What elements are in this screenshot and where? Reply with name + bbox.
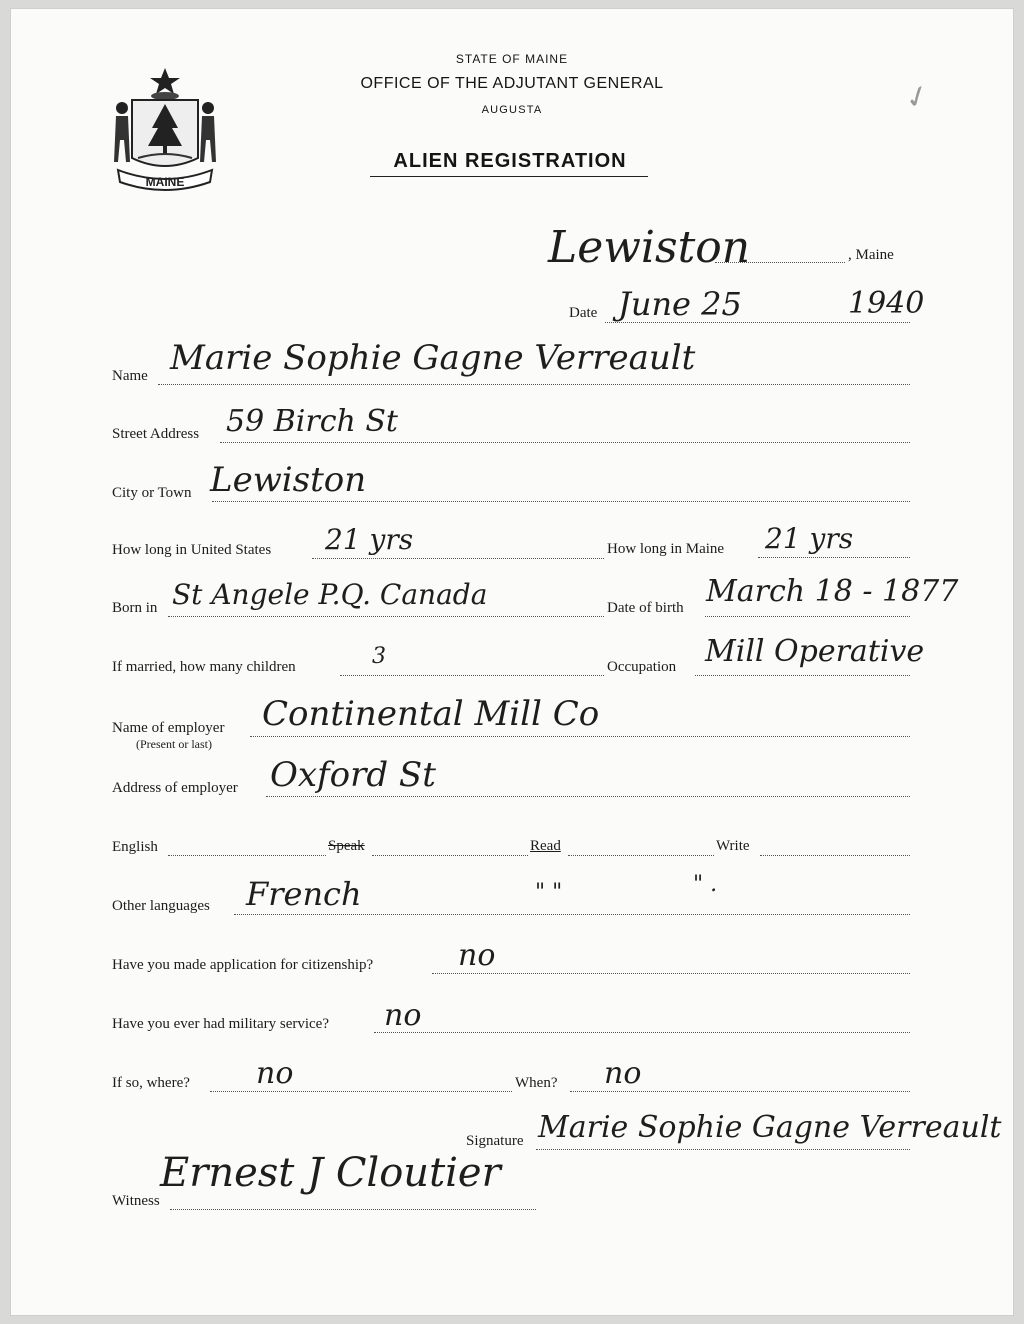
how-long-us-label: How long in United States [112,542,272,558]
english-dots-3 [568,855,714,856]
date-of-birth-label: Date of birth [607,600,684,616]
witness-dots [170,1209,536,1210]
maine-state-seal-icon [112,66,218,194]
check-mark-icon: ✓ [900,77,936,118]
when-dots [570,1091,910,1092]
when-handwritten: no [604,1056,642,1091]
employer-name-label: Name of employer [112,720,225,736]
place-handwritten: Lewiston [548,222,751,273]
office-heading: OFFICE OF THE ADJUTANT GENERAL [360,75,664,92]
date-of-birth-dots [705,616,910,617]
military-dots [374,1032,910,1033]
citizenship-dots [432,973,910,974]
street-address-label: Street Address [112,426,200,442]
witness-handwritten: Ernest J Cloutier [160,1150,501,1196]
born-in-dots [168,616,604,617]
maine-suffix: , Maine [848,247,894,263]
born-in-handwritten: St Angele P.Q. Canada [172,578,488,611]
year-handwritten: 1940 [848,286,925,321]
when-label: When? [515,1075,558,1091]
name-dots [158,384,910,385]
where-label: If so, where? [112,1075,190,1091]
other-languages-dots [234,914,910,915]
date-dots [605,322,910,323]
other-languages-label: Other languages [112,898,210,914]
how-long-us-handwritten: 21 yrs [325,523,414,556]
military-label: Have you ever had military service? [112,1016,329,1032]
street-address-dots [220,442,910,443]
title-underline [370,176,648,177]
ditto-read-handwritten: " " [535,880,563,905]
witness-label: Witness [112,1193,160,1209]
signature-handwritten: Marie Sophie Gagne Verreault [538,1110,1002,1145]
date-of-birth-handwritten: March 18 - 1877 [706,574,959,609]
children-handwritten: 3 [372,644,386,669]
occupation-handwritten: Mill Operative [705,634,925,669]
occupation-dots [695,675,910,676]
where-dots [210,1091,512,1092]
employer-address-handwritten: Oxford St [270,755,436,795]
employer-address-label: Address of employer [112,780,238,796]
city-dots [212,501,910,502]
write-label: Write [716,838,750,854]
speak-label: Speak [328,838,365,854]
name-label: Name [112,368,148,384]
place-dots [715,262,845,263]
city-handwritten: Lewiston [210,460,367,500]
english-dots-4 [760,855,910,856]
state-heading: STATE OF MAINE [455,52,569,66]
form-title: ALIEN REGISTRATION [393,150,627,172]
employer-address-dots [266,796,910,797]
english-label: English [112,839,158,855]
children-label: If married, how many children [112,659,296,675]
english-dots-2 [372,855,528,856]
read-label: Read [530,838,561,854]
english-dots-1 [168,855,326,856]
city-heading: AUGUSTA [481,104,543,116]
signature-label: Signature [466,1133,524,1149]
date-label: Date [569,305,598,321]
seal-banner-text: MAINE [145,175,185,189]
employer-sublabel: (Present or last) [136,737,212,751]
name-handwritten: Marie Sophie Gagne Verreault [170,338,696,378]
ditto-write-handwritten: " . [693,872,718,897]
how-long-maine-dots [758,557,910,558]
where-handwritten: no [256,1056,294,1091]
street-address-handwritten: 59 Birch St [226,404,398,439]
employer-name-handwritten: Continental Mill Co [262,694,600,734]
how-long-us-dots [312,558,604,559]
occupation-label: Occupation [607,659,677,675]
born-in-label: Born in [112,600,158,616]
citizenship-handwritten: no [458,938,496,973]
employer-name-dots [250,736,910,737]
children-dots [340,675,604,676]
citizenship-label: Have you made application for citizenship? [112,957,374,973]
city-label: City or Town [112,485,192,501]
military-handwritten: no [384,998,422,1033]
how-long-maine-label: How long in Maine [607,541,725,557]
date-handwritten: June 25 [618,285,742,323]
how-long-maine-handwritten: 21 yrs [765,522,854,555]
other-languages-handwritten: French [246,875,362,913]
signature-dots [536,1149,910,1150]
